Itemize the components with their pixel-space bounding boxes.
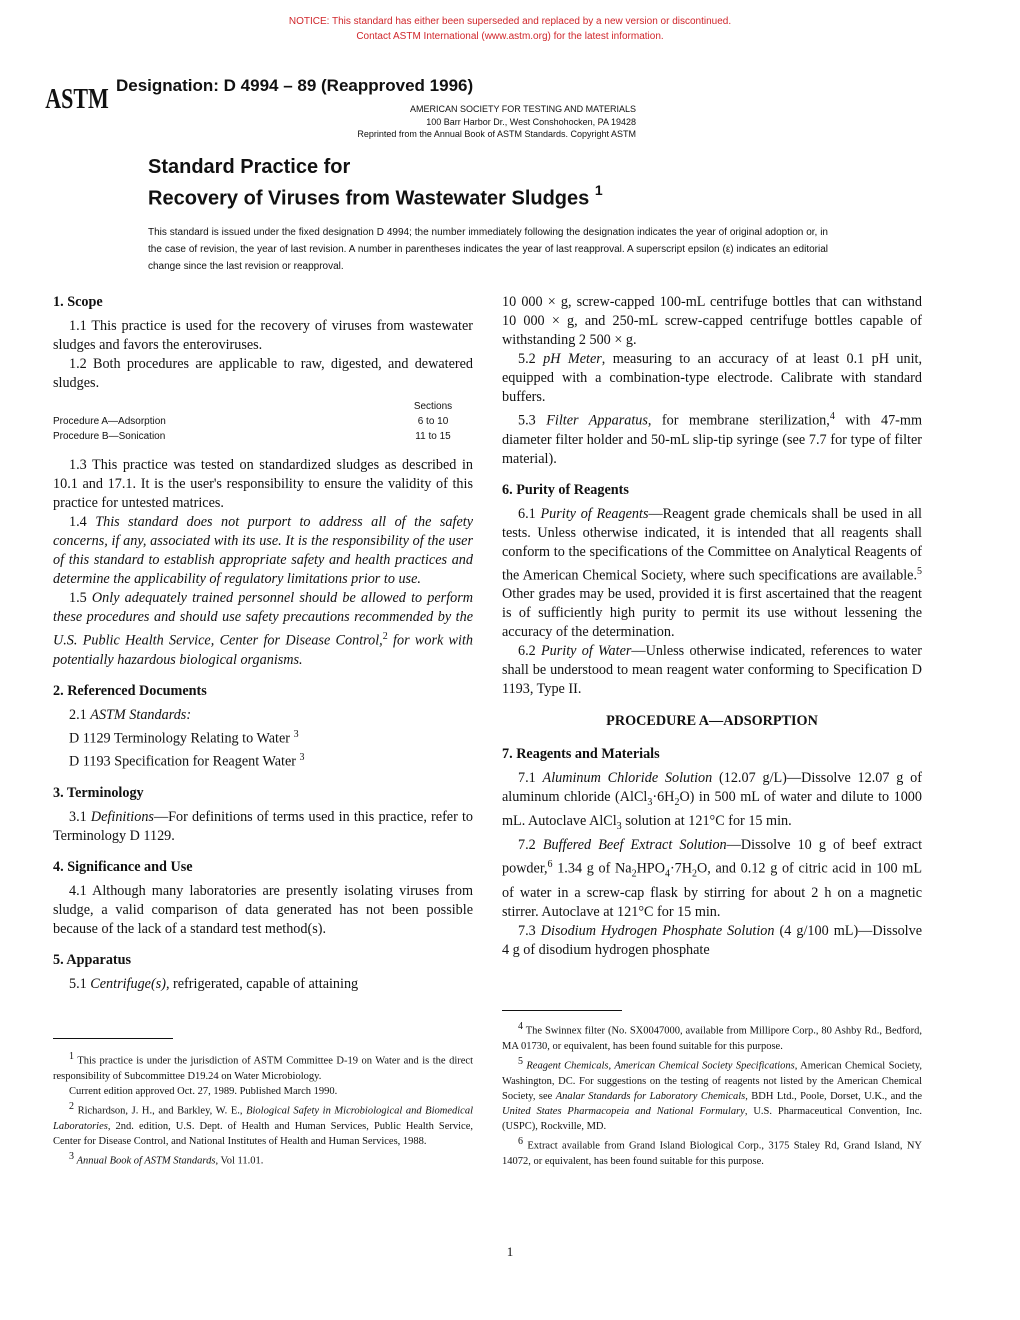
footnotes-left — [53, 1049, 473, 1169]
paragraph — [502, 350, 922, 407]
paragraph — [53, 975, 473, 994]
society-name: AMERICAN SOCIETY FOR TESTING AND MATERIALS — [409, 104, 636, 114]
paragraph — [53, 706, 473, 725]
paragraph: 1.2 Both procedures are applicable to raw, digested, and dewatered sludges. — [53, 356, 473, 391]
para-number: 5.3 — [518, 412, 536, 429]
svg-text:ASTM: ASTM — [45, 82, 109, 115]
page-number: 1 — [506, 1244, 514, 1259]
footnote — [502, 1134, 922, 1169]
document-title — [148, 155, 603, 212]
footnote — [53, 1049, 473, 1084]
procedure-heading: PROCEDURE A—ADSORPTION — [606, 713, 818, 730]
para-text: (12.07 g/L)—Dissolve 12.07 g of aluminum chloride (AlCl — [502, 770, 922, 806]
para-number: 3.1 — [69, 809, 87, 826]
title-line-1: Standard Practice for — [148, 156, 351, 178]
section-heading: 7. Reagents and Materials — [502, 746, 660, 763]
section-heading: 1. Scope — [53, 294, 103, 310]
title-line-2 — [148, 180, 603, 212]
footnote-text: , U.S. Pharmaceutical Convention, Inc. (USPC), Rockville, MD. — [502, 1106, 923, 1133]
para-term: Purity of Reagents — [540, 505, 649, 522]
reference-item — [53, 725, 473, 749]
para-term: Disodium Hydrogen Phosphate Solution — [540, 922, 775, 939]
paragraph: 1.3 This practice was tested on standardized sludges as described in 10.1 and 17.1. It is the user's responsibility to ensure the validity of this practice for untested matrices. — [53, 457, 473, 511]
table-row — [53, 429, 473, 444]
footnote-text: , 2nd. edition, U.S. Dept. of Health and Human Services, Public Health Service, Center for Disease Control, and National Institutes of Health and Human Services, 1988. — [53, 1120, 473, 1148]
para-text: 1.34 g of Na — [552, 860, 632, 877]
para-italic: for work with potentially hazardous biological organisms. — [53, 632, 474, 668]
paragraph — [502, 836, 922, 922]
footnote-text: Richardson, J. H., and Barkley, W. E., — [77, 1105, 243, 1117]
para-text: ·6H — [652, 789, 675, 806]
footnote-title: Analar Standards for Laboratory Chemicals — [555, 1090, 746, 1102]
paragraph — [53, 513, 473, 589]
footnote-title: Reagent Chemicals, American Chemical Society Specifications — [526, 1060, 795, 1072]
sections-table — [53, 399, 473, 444]
para-text: solution at 121°C for 15 min. — [621, 813, 792, 830]
footnote-mark: 5 — [518, 1055, 523, 1067]
table-row — [53, 414, 473, 429]
footnote-ref[interactable]: 4 — [829, 411, 835, 422]
paragraph — [502, 922, 922, 960]
title-footnote-mark: 1 — [594, 182, 603, 198]
para-text: (4 g/100 mL)—Dissolve 4 g of disodium hydrogen phosphate — [502, 922, 923, 958]
table-cell: Procedure A—Adsorption — [53, 416, 166, 427]
footnote-divider — [53, 1038, 173, 1039]
paragraph — [53, 589, 473, 670]
footnotes-right — [502, 1019, 922, 1169]
para-number: 1.4 — [69, 514, 87, 530]
footnote-title: Biological Safety in Microbiological and Biomedical Laboratories — [53, 1105, 474, 1132]
section-heading: 4. Significance and Use — [53, 859, 193, 876]
paragraph — [502, 642, 922, 699]
para-term: Purity of Water — [541, 643, 632, 660]
para-term: Buffered Beef Extract Solution — [542, 837, 727, 854]
section-heading: 6. Purity of Reagents — [502, 481, 629, 498]
para-italic: This standard does not purport to address all of the safety concerns, if any, associated with its use. It is the responsibility of the user of this standard to establish appropriate safety and health practices and determine the applicability of regulatory limitations prior to use. — [53, 514, 473, 587]
para-term: Aluminum Chloride Solution — [542, 770, 713, 787]
society-address: 100 Barr Harbor Dr., West Conshohocken, PA 19428 — [426, 116, 636, 127]
right-column — [502, 293, 922, 960]
footnote-text: The Swinnex filter (No. SX0047000, available from Millipore Corp., 80 Ashby Rd., Bedford, MA 01730, or equivalent, has been found suitable for this purpose. — [502, 1025, 923, 1052]
subscript: 3 — [616, 821, 622, 833]
intro-paragraph: This standard is issued under the fixed designation D 4994; the number immediately following the designation indicates the year of original adoption or, in the case of revision, the year of last revision. A number in parentheses indicates the year of last reapproval. A superscript epsilon (ε) indicates an editorial change since the last revision or reapproval. — [148, 227, 828, 272]
para-number: 7.1 — [518, 770, 536, 787]
para-text: —Reagent grade chemicals shall be used in all tests. Unless otherwise indicated, it is intended that all reagents shall conform to the specifications of the Committee on Analytical Reagents of the American Chemical Society, where such specifications are available. — [502, 505, 922, 584]
para-term: Filter Apparatus — [546, 412, 648, 429]
para-term: pH Meter — [543, 351, 602, 367]
title-line-2-text: Recovery of Viruses from Wastewater Sludges — [148, 187, 590, 210]
para-text: HPO — [636, 860, 665, 877]
para-text: —Dissolve 10 g of beef extract powder, — [502, 837, 923, 877]
reference-item — [53, 748, 473, 772]
notice-banner — [0, 14, 1020, 44]
table-header-row — [53, 399, 473, 414]
para-number: 7.2 — [518, 837, 536, 854]
reprint-note: Reprinted from the Annual Book of ASTM Standards. Copyright ASTM — [357, 129, 636, 139]
left-column — [53, 293, 473, 994]
footnote-mark: 3 — [69, 1151, 74, 1163]
footnote — [53, 1149, 473, 1169]
astm-logo-icon — [45, 78, 109, 118]
para-number: 5.2 — [518, 351, 536, 367]
footnote-ref[interactable]: 6 — [547, 859, 553, 871]
section-heading: 2. Referenced Documents — [53, 682, 207, 699]
paragraph — [502, 407, 922, 469]
subscript: 3 — [647, 797, 653, 809]
para-text: —For definitions of terms used in this practice, refer to Terminology D 1129. — [53, 809, 474, 845]
para-term: Definitions — [90, 809, 154, 826]
footnote — [502, 1019, 922, 1054]
para-text: , for membrane sterilization, — [647, 412, 830, 429]
footnote-ref[interactable]: 5 — [917, 565, 922, 577]
table-cell: Procedure B—Sonication — [53, 431, 166, 442]
paragraph — [502, 769, 922, 836]
para-text: O, and 0.12 g of citric acid in 100 mL of water in a screw-cap flask by stirring for about 2 h on a magnetic stirrer. Autoclave at 121°C for 15 min. — [502, 860, 922, 920]
para-number: 7.3 — [518, 922, 536, 939]
para-number: 6.2 — [518, 643, 536, 660]
subscript: 2 — [692, 868, 698, 880]
footnote-mark: 1 — [69, 1051, 74, 1062]
subscript: 4 — [664, 868, 670, 880]
subscript: 2 — [631, 868, 637, 880]
para-text: Other grades may be used, provided it is first ascertained that the reagent is of sufficiently high purity to permit its use without lessening the accuracy of the determination. — [502, 586, 922, 641]
para-number: 5.1 — [69, 976, 87, 993]
designation: Designation: D 4994 – 89 (Reapproved 1996) — [116, 76, 474, 95]
footnote-text: , American Chemical Society, Washington, DC. For suggestions on the testing of reagents not listed by the American Chemical Society, see — [502, 1060, 923, 1102]
footnote-text: This practice is under the jurisdiction of ASTM Committee D-19 on Water and is the direct responsibility of Subcommittee D19.24 on Water Microbiology. — [53, 1055, 474, 1082]
footnote-mark: 2 — [69, 1101, 74, 1113]
para-text: ·7H — [669, 860, 693, 877]
footnote: Current edition approved Oct. 27, 1989. Published March 1990. — [69, 1085, 338, 1097]
footnote-divider — [502, 1010, 622, 1011]
footnote-text: Extract available from Grand Island Biological Corp., 3175 Staley Rd, Grand Island, NY 14072, or equivalent, has been found suitable for this purpose. — [502, 1140, 922, 1168]
para-text: , measuring to an accuracy of at least 0.1 pH unit, equipped with a combination-type electrode. Calibrate with standard buffers. — [502, 351, 923, 405]
paragraph: 1.1 This practice is used for the recovery of viruses from wastewater sludges and favors the enteroviruses. — [53, 318, 473, 353]
reference-text: D 1193 Specification for Reagent Water — [69, 754, 296, 771]
footnote — [53, 1099, 473, 1149]
para-term: Centrifuge(s) — [90, 976, 166, 993]
table-cell: 6 to 10 — [417, 416, 449, 427]
para-italic: Only adequately trained personnel should be allowed to perform these procedures and should use safety precautions recommended by the U.S. Public Health Service, Center for Disease Control, — [53, 590, 474, 649]
footnote-text: , BDH Ltd., Poole, Dorset, U.K., and the — [745, 1090, 923, 1102]
footnote-mark: 6 — [518, 1136, 523, 1148]
subscript: 2 — [674, 797, 680, 809]
footnote-ref[interactable]: 2 — [382, 631, 388, 642]
footnote — [502, 1054, 922, 1135]
para-text: O) in 500 mL of water and dilute to 1000 mL. Autoclave AlCl — [502, 789, 922, 830]
para-text: with 47-mm diameter filter holder and 50-mL slip-tip syringe (see 7.7 for type of filter material). — [502, 412, 922, 467]
para-text: —Unless otherwise indicated, references to water shall be understood to mean reagent water conforming to Specification D 1193, Type II. — [502, 643, 923, 698]
society-block — [300, 103, 636, 141]
para-term: ASTM Standards: — [90, 706, 192, 723]
para-number: 1.5 — [69, 590, 87, 606]
section-heading: 3. Terminology — [53, 785, 144, 802]
para-number: 6.1 — [518, 505, 536, 522]
reference-text: D 1129 Terminology Relating to Water — [69, 730, 291, 747]
footnote-text: , Vol 11.01. — [215, 1155, 264, 1167]
footnote-title: Annual Book of ASTM Standards — [76, 1155, 216, 1167]
table-header: Sections — [413, 401, 453, 412]
paragraph — [53, 808, 473, 846]
footnote-ref[interactable]: 3 — [293, 728, 299, 740]
paragraph: 4.1 Although many laboratories are presently isolating viruses from sludge, a valid comparison of data generated has not been possible because of the lack of a standard test method(s). — [53, 883, 473, 938]
notice-line-1: NOTICE: This standard has either been superseded and replaced by a new version or discontinued. — [288, 16, 732, 27]
para-number: 2.1 — [69, 706, 87, 723]
paragraph: 10 000 × g, screw-capped 100-mL centrifuge bottles that can withstand 10 000 × g, and 250-mL screw-capped centrifuge bottles capable of withstanding 2 500 × g. — [502, 294, 922, 348]
paragraph — [502, 505, 922, 643]
para-text: , refrigerated, capable of attaining — [165, 976, 359, 993]
footnote-ref[interactable]: 3 — [299, 752, 305, 764]
footnote-title: United States Pharmacopeia and National Formulary — [502, 1106, 745, 1118]
notice-line-2: Contact ASTM International (www.astm.org) for the latest information. — [356, 31, 664, 42]
section-heading: 5. Apparatus — [53, 952, 132, 969]
footnote-mark: 4 — [518, 1021, 523, 1032]
table-cell: 11 to 15 — [415, 431, 451, 442]
